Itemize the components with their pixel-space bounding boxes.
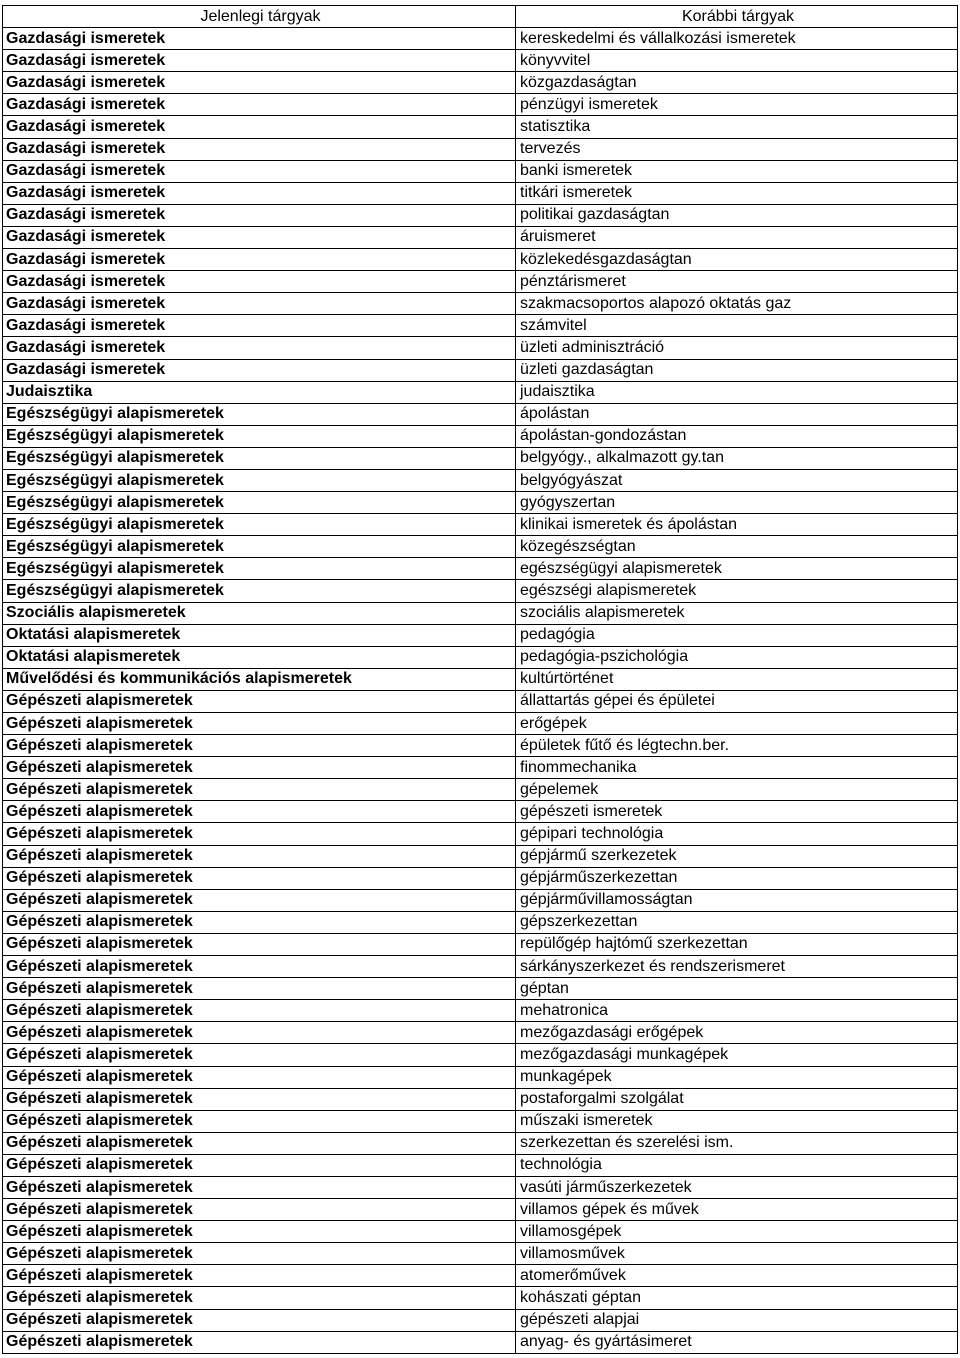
- previous-subject-cell: repülőgép hajtómű szerkezettan: [516, 933, 958, 955]
- current-subject-cell: Gazdasági ismeretek: [3, 337, 516, 359]
- current-subject-cell: Gépészeti alapismeretek: [3, 713, 516, 735]
- table-row: [3, 1331, 958, 1353]
- previous-subject-cell: gépszerkezettan: [516, 911, 958, 933]
- previous-subject-cell: egészségügyi alapismeretek: [516, 558, 958, 580]
- table-row: [3, 690, 958, 712]
- table-row: [3, 1022, 958, 1044]
- current-subject-cell: Judaisztika: [3, 381, 516, 403]
- current-subject-cell: Gépészeti alapismeretek: [3, 1287, 516, 1309]
- previous-subject-cell: gépjárművillamosságtan: [516, 889, 958, 911]
- current-subject-cell: Gépészeti alapismeretek: [3, 911, 516, 933]
- previous-subject-cell: belgyógyászat: [516, 469, 958, 491]
- current-subject-cell: Egészségügyi alapismeretek: [3, 492, 516, 514]
- table-row: [3, 624, 958, 646]
- previous-subject-cell: számvitel: [516, 315, 958, 337]
- table-row: [3, 646, 958, 668]
- table-row: [3, 249, 958, 271]
- table-row: [3, 293, 958, 315]
- table-row: [3, 933, 958, 955]
- current-subject-cell: Gépészeti alapismeretek: [3, 1265, 516, 1287]
- table-row: [3, 381, 958, 403]
- current-subject-cell: Gazdasági ismeretek: [3, 28, 516, 50]
- current-subject-cell: Gazdasági ismeretek: [3, 94, 516, 116]
- current-subject-cell: Gépészeti alapismeretek: [3, 690, 516, 712]
- current-subject-cell: Gazdasági ismeretek: [3, 226, 516, 248]
- previous-subject-cell: pedagógia-pszichológia: [516, 646, 958, 668]
- current-subject-cell: Gépészeti alapismeretek: [3, 1176, 516, 1198]
- table-row: [3, 1000, 958, 1022]
- table-row: [3, 713, 958, 735]
- current-subject-cell: Gépészeti alapismeretek: [3, 1066, 516, 1088]
- table-row: [3, 226, 958, 248]
- current-subject-cell: Gépészeti alapismeretek: [3, 1243, 516, 1265]
- previous-subject-cell: gépjármű szerkezetek: [516, 845, 958, 867]
- previous-subject-cell: gyógyszertan: [516, 492, 958, 514]
- table-row: [3, 1110, 958, 1132]
- previous-subject-cell: szerkezettan és szerelési ism.: [516, 1132, 958, 1154]
- previous-subject-cell: pénzügyi ismeretek: [516, 94, 958, 116]
- current-subject-cell: Gazdasági ismeretek: [3, 50, 516, 72]
- table-row: [3, 536, 958, 558]
- current-subject-cell: Gépészeti alapismeretek: [3, 735, 516, 757]
- table-row: [3, 867, 958, 889]
- previous-subject-cell: belgyógy., alkalmazott gy.tan: [516, 447, 958, 469]
- subject-mapping-table: [2, 5, 958, 1354]
- previous-subject-cell: mehatronica: [516, 1000, 958, 1022]
- table-row: [3, 1221, 958, 1243]
- previous-subject-cell: közegészségtan: [516, 536, 958, 558]
- table-row: [3, 271, 958, 293]
- table-row: [3, 735, 958, 757]
- table-row: [3, 823, 958, 845]
- previous-subjects-header: Korábbi tárgyak: [516, 6, 958, 28]
- current-subject-cell: Gépészeti alapismeretek: [3, 1000, 516, 1022]
- table-row: [3, 845, 958, 867]
- table-row: [3, 1243, 958, 1265]
- current-subject-cell: Gépészeti alapismeretek: [3, 889, 516, 911]
- previous-subject-cell: munkagépek: [516, 1066, 958, 1088]
- current-subject-cell: Gépészeti alapismeretek: [3, 845, 516, 867]
- previous-subject-cell: villamos gépek és művek: [516, 1199, 958, 1221]
- previous-subject-cell: tervezés: [516, 138, 958, 160]
- current-subject-cell: Gépészeti alapismeretek: [3, 1199, 516, 1221]
- current-subject-cell: Gazdasági ismeretek: [3, 72, 516, 94]
- table-row: [3, 403, 958, 425]
- table-row: [3, 1088, 958, 1110]
- table-row: [3, 889, 958, 911]
- current-subject-cell: Gépészeti alapismeretek: [3, 779, 516, 801]
- table-row: [3, 315, 958, 337]
- previous-subject-cell: közgazdaságtan: [516, 72, 958, 94]
- previous-subject-cell: anyag- és gyártásimeret: [516, 1331, 958, 1353]
- table-row: [3, 337, 958, 359]
- current-subject-cell: Gazdasági ismeretek: [3, 249, 516, 271]
- current-subject-cell: Gépészeti alapismeretek: [3, 933, 516, 955]
- current-subject-cell: Egészségügyi alapismeretek: [3, 403, 516, 425]
- current-subject-cell: Gépészeti alapismeretek: [3, 1154, 516, 1176]
- previous-subject-cell: gépészeti alapjai: [516, 1309, 958, 1331]
- previous-subject-cell: kereskedelmi és vállalkozási ismeretek: [516, 28, 958, 50]
- previous-subject-cell: üzleti adminisztráció: [516, 337, 958, 359]
- current-subject-cell: Egészségügyi alapismeretek: [3, 447, 516, 469]
- table-row: [3, 911, 958, 933]
- previous-subject-cell: ápolástan: [516, 403, 958, 425]
- table-row: [3, 116, 958, 138]
- current-subject-cell: Gépészeti alapismeretek: [3, 1309, 516, 1331]
- current-subject-cell: Gépészeti alapismeretek: [3, 1044, 516, 1066]
- table-row: [3, 978, 958, 1000]
- current-subject-cell: Gépészeti alapismeretek: [3, 1022, 516, 1044]
- table-row: [3, 558, 958, 580]
- previous-subject-cell: gépészeti ismeretek: [516, 801, 958, 823]
- previous-subject-cell: atomerőművek: [516, 1265, 958, 1287]
- previous-subject-cell: statisztika: [516, 116, 958, 138]
- previous-subject-cell: sárkányszerkezet és rendszerismeret: [516, 956, 958, 978]
- previous-subject-cell: titkári ismeretek: [516, 182, 958, 204]
- table-row: [3, 28, 958, 50]
- previous-subject-cell: kultúrtörténet: [516, 668, 958, 690]
- current-subject-cell: Gazdasági ismeretek: [3, 138, 516, 160]
- current-subject-cell: Gazdasági ismeretek: [3, 204, 516, 226]
- table-row: [3, 801, 958, 823]
- current-subject-cell: Gépészeti alapismeretek: [3, 1331, 516, 1353]
- previous-subject-cell: üzleti gazdaságtan: [516, 359, 958, 381]
- previous-subject-cell: gépipari technológia: [516, 823, 958, 845]
- table-body: [3, 28, 958, 1354]
- current-subject-cell: Gépészeti alapismeretek: [3, 1110, 516, 1132]
- header-row: [3, 6, 958, 28]
- current-subject-cell: Gazdasági ismeretek: [3, 359, 516, 381]
- previous-subject-cell: szociális alapismeretek: [516, 602, 958, 624]
- table-row: [3, 580, 958, 602]
- previous-subject-cell: épületek fűtő és légtechn.ber.: [516, 735, 958, 757]
- current-subject-cell: Gépészeti alapismeretek: [3, 1132, 516, 1154]
- previous-subject-cell: politikai gazdaságtan: [516, 204, 958, 226]
- previous-subject-cell: mezőgazdasági erőgépek: [516, 1022, 958, 1044]
- previous-subject-cell: gépelemek: [516, 779, 958, 801]
- table-row: [3, 514, 958, 536]
- previous-subject-cell: mezőgazdasági munkagépek: [516, 1044, 958, 1066]
- previous-subject-cell: klinikai ismeretek és ápolástan: [516, 514, 958, 536]
- current-subject-cell: Egészségügyi alapismeretek: [3, 425, 516, 447]
- table-row: [3, 359, 958, 381]
- current-subject-cell: Gépészeti alapismeretek: [3, 801, 516, 823]
- current-subject-cell: Gépészeti alapismeretek: [3, 867, 516, 889]
- current-subject-cell: Gazdasági ismeretek: [3, 116, 516, 138]
- table-row: [3, 425, 958, 447]
- table-row: [3, 1066, 958, 1088]
- previous-subject-cell: szakmacsoportos alapozó oktatás gaz: [516, 293, 958, 315]
- table-row: [3, 757, 958, 779]
- current-subject-cell: Egészségügyi alapismeretek: [3, 514, 516, 536]
- previous-subject-cell: pénztárismeret: [516, 271, 958, 293]
- current-subject-cell: Oktatási alapismeretek: [3, 646, 516, 668]
- table-row: [3, 50, 958, 72]
- current-subject-cell: Gépészeti alapismeretek: [3, 1221, 516, 1243]
- previous-subject-cell: judaisztika: [516, 381, 958, 403]
- table-row: [3, 492, 958, 514]
- current-subject-cell: Gépészeti alapismeretek: [3, 978, 516, 1000]
- table-row: [3, 1132, 958, 1154]
- table-row: [3, 1176, 958, 1198]
- table-row: [3, 138, 958, 160]
- current-subject-cell: Egészségügyi alapismeretek: [3, 558, 516, 580]
- previous-subject-cell: pedagógia: [516, 624, 958, 646]
- previous-subject-cell: erőgépek: [516, 713, 958, 735]
- table-row: [3, 182, 958, 204]
- previous-subject-cell: kohászati géptan: [516, 1287, 958, 1309]
- current-subject-cell: Egészségügyi alapismeretek: [3, 469, 516, 491]
- current-subject-cell: Egészségügyi alapismeretek: [3, 580, 516, 602]
- table-row: [3, 1287, 958, 1309]
- current-subject-cell: Egészségügyi alapismeretek: [3, 536, 516, 558]
- table-row: [3, 469, 958, 491]
- table-row: [3, 668, 958, 690]
- previous-subject-cell: finommechanika: [516, 757, 958, 779]
- current-subject-cell: Gépészeti alapismeretek: [3, 757, 516, 779]
- table-row: [3, 94, 958, 116]
- table-row: [3, 204, 958, 226]
- table-row: [3, 447, 958, 469]
- current-subject-cell: Művelődési és kommunikációs alapismeretek: [3, 668, 516, 690]
- table-row: [3, 1199, 958, 1221]
- current-subject-cell: Gazdasági ismeretek: [3, 160, 516, 182]
- previous-subject-cell: vasúti járműszerkezetek: [516, 1176, 958, 1198]
- current-subject-cell: Gazdasági ismeretek: [3, 271, 516, 293]
- table-row: [3, 956, 958, 978]
- table-row: [3, 779, 958, 801]
- previous-subject-cell: géptan: [516, 978, 958, 1000]
- table-row: [3, 1044, 958, 1066]
- previous-subject-cell: villamosgépek: [516, 1221, 958, 1243]
- previous-subject-cell: gépjárműszerkezettan: [516, 867, 958, 889]
- current-subject-cell: Gépészeti alapismeretek: [3, 956, 516, 978]
- current-subjects-header: Jelenlegi tárgyak: [3, 6, 516, 28]
- current-subject-cell: Gépészeti alapismeretek: [3, 1088, 516, 1110]
- previous-subject-cell: postaforgalmi szolgálat: [516, 1088, 958, 1110]
- previous-subject-cell: technológia: [516, 1154, 958, 1176]
- previous-subject-cell: villamosművek: [516, 1243, 958, 1265]
- current-subject-cell: Oktatási alapismeretek: [3, 624, 516, 646]
- table-row: [3, 1309, 958, 1331]
- current-subject-cell: Gazdasági ismeretek: [3, 293, 516, 315]
- table-row: [3, 602, 958, 624]
- previous-subject-cell: könyvvitel: [516, 50, 958, 72]
- table-row: [3, 1265, 958, 1287]
- previous-subject-cell: ápolástan-gondozástan: [516, 425, 958, 447]
- previous-subject-cell: közlekedésgazdaságtan: [516, 249, 958, 271]
- previous-subject-cell: műszaki ismeretek: [516, 1110, 958, 1132]
- current-subject-cell: Gazdasági ismeretek: [3, 315, 516, 337]
- previous-subject-cell: egészségi alapismeretek: [516, 580, 958, 602]
- table-row: [3, 160, 958, 182]
- table-row: [3, 1154, 958, 1176]
- previous-subject-cell: áruismeret: [516, 226, 958, 248]
- current-subject-cell: Gépészeti alapismeretek: [3, 823, 516, 845]
- previous-subject-cell: állattartás gépei és épületei: [516, 690, 958, 712]
- previous-subject-cell: banki ismeretek: [516, 160, 958, 182]
- current-subject-cell: Szociális alapismeretek: [3, 602, 516, 624]
- current-subject-cell: Gazdasági ismeretek: [3, 182, 516, 204]
- table-row: [3, 72, 958, 94]
